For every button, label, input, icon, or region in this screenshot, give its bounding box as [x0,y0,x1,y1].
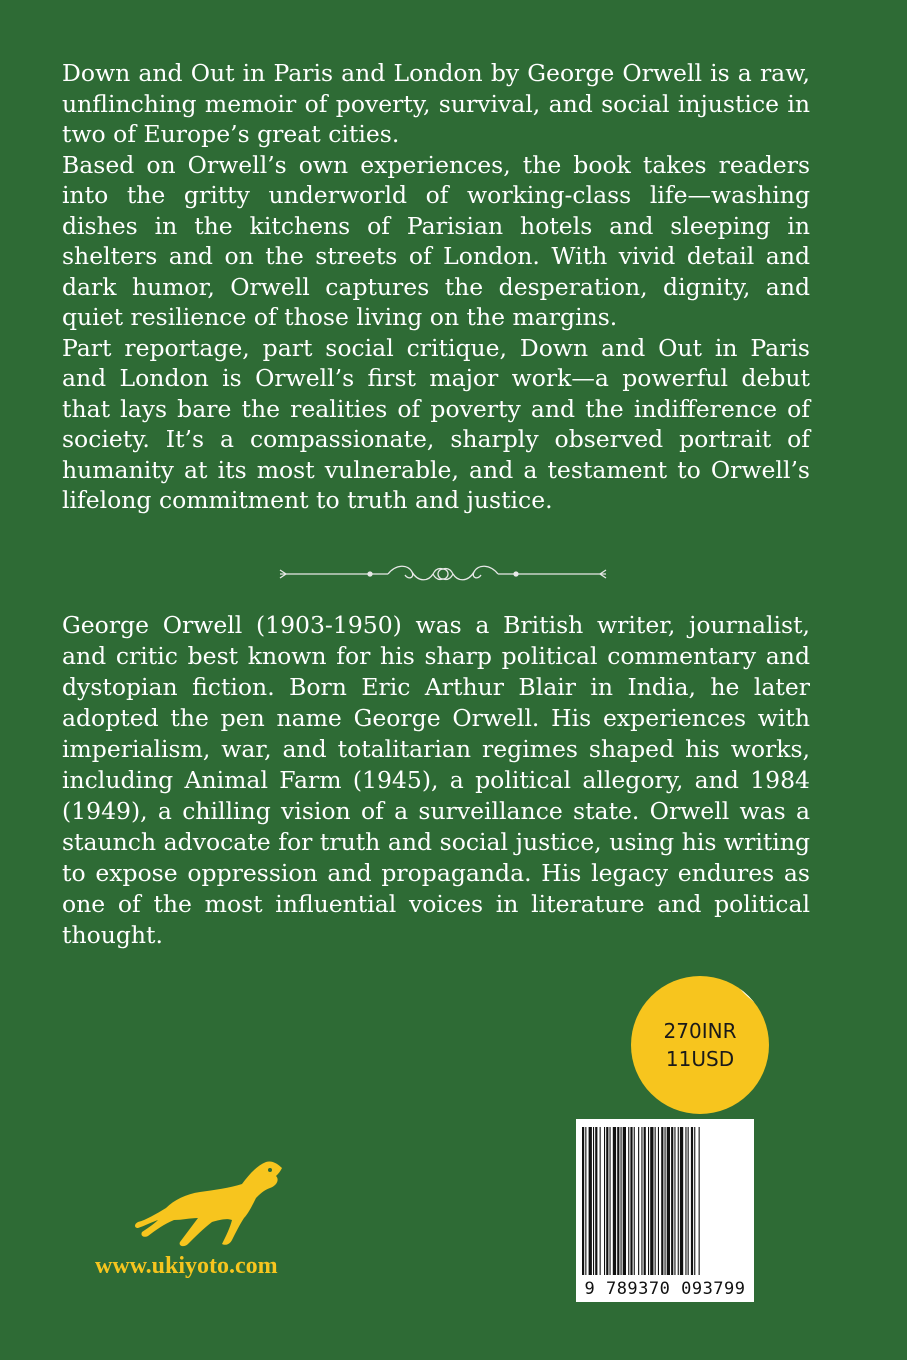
blurb-paragraph-3: Part reportage, part social critique, Down and Out in Paris and London is Orwell’s first major work—a powerful debut that lays bare the realities of poverty and the indifference of society. It’s a compassionate, sharply observed portrait of humanity at its most vulnerable, and a testament to Orwell’s lifelong commitment to truth and justice. [62,333,810,514]
barcode-bar [685,1127,686,1275]
barcode-bar [661,1127,663,1275]
barcode-bar [671,1127,673,1275]
barcode-bar [593,1127,594,1275]
blurb-paragraph-2: Based on Orwell’s own experiences, the book takes readers into the gritty underworld of working-class life—washing dishes in the kitchens of Parisian hotels and sleeping in shelters and on the streets of London. With vivid detail and dark humor, Orwell captures the desperation, dignity, and quiet resilience of those living on the margins. [62,150,810,331]
barcode-bar [634,1127,635,1275]
barcode-bar [648,1127,649,1275]
ornamental-divider-icon [278,560,608,588]
barcode-bar [630,1127,632,1275]
barcode-bar [680,1127,683,1275]
publisher-website-link[interactable]: www.ukiyoto.com [95,1253,278,1279]
book-blurb [62,58,810,516]
barcode-bar [610,1127,611,1275]
barcode-bar [641,1127,642,1275]
barcode-bar [606,1127,608,1275]
barcode-bar [665,1127,666,1275]
barcode-bar [623,1127,626,1275]
barcode-bar [644,1127,646,1275]
leaping-cat-logo-icon [130,1158,286,1250]
barcode-bar [638,1127,639,1275]
barcode-bar [667,1127,670,1275]
blurb-paragraph-1: Down and Out in Paris and London by George Orwell is a raw, unflinching memoir of poverty, survival, and social injustice in two of Europe’s great cities. [62,59,810,148]
barcode-bar [678,1127,679,1275]
barcode-bar [595,1127,597,1275]
isbn-barcode [576,1119,754,1302]
barcode-bar [699,1127,700,1275]
barcode-bars-icon [576,1119,754,1279]
price-usd: 11USD [665,1047,735,1071]
barcode-bar [585,1127,586,1275]
barcode-bar [600,1127,601,1275]
barcode-bar [628,1127,629,1275]
barcode-bar [617,1127,619,1275]
barcode-bar [613,1127,616,1275]
price-badge [631,976,769,1114]
barcode-bar [582,1127,584,1275]
barcode-bar [688,1127,689,1275]
barcode-bar [589,1127,592,1275]
price-inr: 270INR [663,1019,737,1043]
barcode-bar [621,1127,622,1275]
barcode-bar [691,1127,693,1275]
author-bio [62,610,810,951]
barcode-bar [658,1127,659,1275]
barcode-bar [650,1127,653,1275]
barcode-bar [694,1127,695,1275]
barcode-bar [655,1127,656,1275]
page-curl-icon [727,976,769,1018]
author-bio-text: George Orwell (1903-1950) was a British writer, journalist, and critic best known for his sharp political commentary and dystopian fiction. Born Eric Arthur Blair in India, he later adopted the pen name George Orwell. His experiences with imperialism, war, and totalitarian regimes shaped his works, including Animal Farm (1945), a political allegory, and 1984 (1949), a chilling vision of a surveillance state. Orwell was a staunch advocate for truth and social justice, using his writing to expose oppression and propaganda. His legacy endures as one of the most influential voices in literature and political thought. [62,611,810,949]
barcode-bar [674,1127,675,1275]
barcode-bar [604,1127,605,1275]
isbn-digits: 9 789370 093799 [584,1279,746,1299]
